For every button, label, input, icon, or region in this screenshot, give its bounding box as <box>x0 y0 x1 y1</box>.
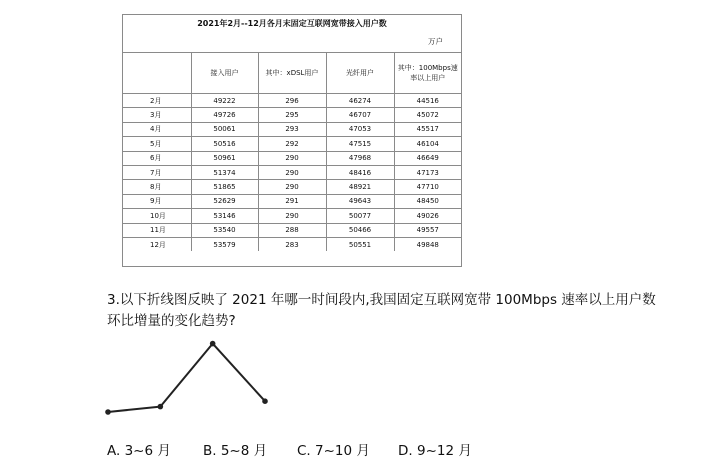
mbps100-cell: 46104 <box>394 137 461 151</box>
question-line-1: 3.以下折线图反映了 2021 年哪一时间段内,我国固定互联网宽带 100Mbps 速率以上用户数 <box>107 292 656 308</box>
table-row <box>123 223 461 237</box>
fiber-cell: 46274 <box>326 94 394 108</box>
xdsl-cell: 290 <box>258 151 326 165</box>
table-row <box>123 108 461 122</box>
month-cell: 7月 <box>123 165 191 179</box>
mbps100-cell: 49557 <box>394 223 461 237</box>
mbps100-cell: 45072 <box>394 108 461 122</box>
fiber-cell: 48416 <box>326 165 394 179</box>
access-cell: 53146 <box>191 209 258 223</box>
month-cell: 9月 <box>123 194 191 208</box>
data-point <box>262 398 268 404</box>
access-cell: 51865 <box>191 180 258 194</box>
fiber-cell: 47968 <box>326 151 394 165</box>
month-cell: 2月 <box>123 94 191 108</box>
month-cell: 8月 <box>123 180 191 194</box>
table-row <box>123 180 461 194</box>
month-cell: 10月 <box>123 209 191 223</box>
table-row <box>123 165 461 179</box>
option-a[interactable]: A. 3~6 月 <box>107 443 171 459</box>
fiber-cell: 46707 <box>326 108 394 122</box>
mbps100-cell: 44516 <box>394 94 461 108</box>
access-cell: 50516 <box>191 137 258 151</box>
table-row <box>123 122 461 136</box>
month-cell: 11月 <box>123 223 191 237</box>
option-d[interactable]: D. 9~12 月 <box>398 443 472 459</box>
header-access-users: 接入用户 <box>191 53 258 94</box>
fiber-cell: 47515 <box>326 137 394 151</box>
data-point <box>158 404 164 410</box>
line-chart <box>100 334 280 439</box>
data-point <box>210 341 216 347</box>
xdsl-cell: 296 <box>258 94 326 108</box>
mbps100-cell: 47710 <box>394 180 461 194</box>
table-row <box>123 194 461 208</box>
option-c[interactable]: C. 7~10 月 <box>297 443 370 459</box>
month-cell: 5月 <box>123 137 191 151</box>
xdsl-cell: 291 <box>258 194 326 208</box>
month-cell: 4月 <box>123 122 191 136</box>
fiber-cell: 50077 <box>326 209 394 223</box>
mbps100-cell: 47173 <box>394 165 461 179</box>
table-row <box>123 137 461 151</box>
header-xdsl-users: 其中：xDSL用户 <box>258 53 326 94</box>
month-cell: 3月 <box>123 108 191 122</box>
month-cell: 6月 <box>123 151 191 165</box>
table-row <box>123 94 461 108</box>
header-fiber-users: 光纤用户 <box>326 53 394 94</box>
mbps100-cell: 49026 <box>394 209 461 223</box>
access-cell: 53579 <box>191 237 258 251</box>
mbps100-cell: 46649 <box>394 151 461 165</box>
series-line <box>108 344 265 412</box>
xdsl-cell: 290 <box>258 165 326 179</box>
mbps100-cell: 49848 <box>394 237 461 251</box>
access-cell: 50961 <box>191 151 258 165</box>
fiber-cell: 50466 <box>326 223 394 237</box>
xdsl-cell: 290 <box>258 180 326 194</box>
mbps100-cell: 48450 <box>394 194 461 208</box>
xdsl-cell: 290 <box>258 209 326 223</box>
table-grid <box>123 53 461 251</box>
fiber-cell: 50551 <box>326 237 394 251</box>
question-text <box>107 290 707 332</box>
header-month <box>123 53 191 94</box>
access-cell: 52629 <box>191 194 258 208</box>
question-line-2: 环比增量的变化趋势? <box>107 313 236 329</box>
table-title: 2021年2月--12月各月末固定互联网宽带接入用户数 <box>197 19 387 28</box>
access-cell: 53540 <box>191 223 258 237</box>
data-point <box>105 409 111 415</box>
fiber-cell: 47053 <box>326 122 394 136</box>
table-row <box>123 237 461 251</box>
access-cell: 51374 <box>191 165 258 179</box>
option-b[interactable]: B. 5~8 月 <box>203 443 268 459</box>
xdsl-cell: 293 <box>258 122 326 136</box>
access-cell: 49222 <box>191 94 258 108</box>
table-row <box>123 151 461 165</box>
month-cell: 12月 <box>123 237 191 251</box>
header-100mbps-users: 其中：100Mbps速率以上用户 <box>394 53 461 94</box>
fiber-cell: 48921 <box>326 180 394 194</box>
data-table <box>122 14 462 267</box>
table-row <box>123 209 461 223</box>
fiber-cell: 49643 <box>326 194 394 208</box>
xdsl-cell: 283 <box>258 237 326 251</box>
xdsl-cell: 288 <box>258 223 326 237</box>
access-cell: 50061 <box>191 122 258 136</box>
mbps100-cell: 45517 <box>394 122 461 136</box>
table-unit: 万户 <box>123 32 461 53</box>
xdsl-cell: 292 <box>258 137 326 151</box>
xdsl-cell: 295 <box>258 108 326 122</box>
access-cell: 49726 <box>191 108 258 122</box>
